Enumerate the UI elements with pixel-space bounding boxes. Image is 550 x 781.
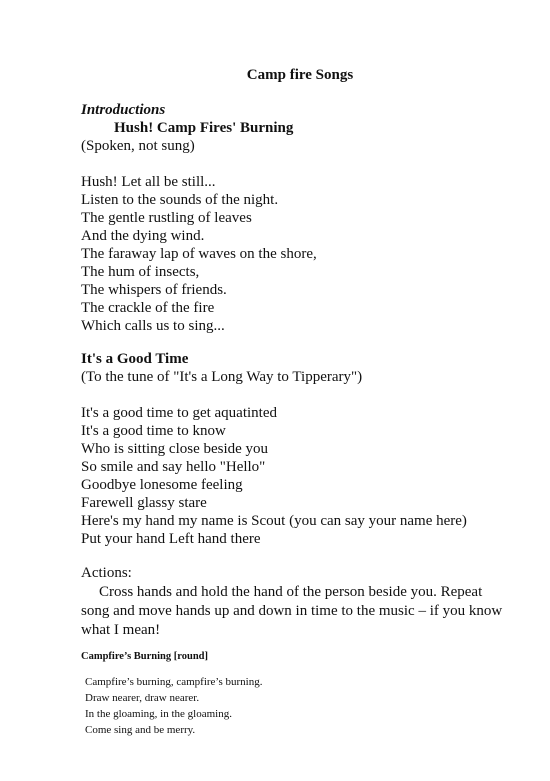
lyric-line: The gentle rustling of leaves	[81, 210, 252, 226]
song-title-good-time: It's a Good Time	[81, 351, 189, 367]
section-heading-introductions: Introductions	[81, 102, 166, 118]
actions-text: Cross hands and hold the hand of the person beside you. Repeat song and move hands up and down in time to the music – if you know what I mean!	[81, 584, 503, 638]
song-note-hush: (Spoken, not sung)	[81, 138, 195, 154]
actions-heading: Actions:	[81, 565, 132, 581]
lyric-line: The hum of insects,	[81, 264, 200, 280]
song-lyrics-campfires-burning	[85, 674, 263, 738]
song-lyrics-good-time	[81, 404, 467, 548]
lyric-line: So smile and say hello "Hello"	[81, 459, 266, 475]
lyric-line: Put your hand Left hand there	[81, 531, 261, 547]
lyric-line: Draw nearer, draw nearer.	[85, 692, 200, 704]
song-note-good-time: (To the tune of "It's a Long Way to Tipperary")	[81, 369, 363, 385]
song-title-campfires-burning: Campfire’s Burning [round]	[81, 651, 208, 662]
lyric-line: Here's my hand my name is Scout (you can say your name here)	[81, 513, 467, 529]
lyric-line: In the gloaming, in the gloaming.	[85, 708, 232, 720]
lyric-line: Come sing and be merry.	[85, 724, 196, 736]
lyric-line: The faraway lap of waves on the shore,	[81, 246, 317, 262]
lyric-line: The whispers of friends.	[81, 282, 227, 298]
lyric-line: It's a good time to get aquatinted	[81, 405, 277, 421]
song-title-hush: Hush! Camp Fires' Burning	[114, 120, 294, 136]
lyric-line: And the dying wind.	[81, 228, 205, 244]
lyric-line: The crackle of the fire	[81, 300, 215, 316]
lyric-line: Listen to the sounds of the night.	[81, 192, 279, 208]
lyric-line: Which calls us to sing...	[81, 318, 225, 334]
lyric-line: It's a good time to know	[81, 423, 226, 439]
song-lyrics-hush	[81, 173, 317, 335]
lyric-line: Farewell glassy stare	[81, 495, 207, 511]
lyric-line: Hush! Let all be still...	[81, 174, 216, 190]
lyric-line: Who is sitting close beside you	[81, 441, 269, 457]
lyric-line: Campfire’s burning, campfire’s burning.	[85, 676, 263, 688]
page-title: Camp fire Songs	[246, 67, 354, 83]
lyric-line: Goodbye lonesome feeling	[81, 477, 243, 493]
